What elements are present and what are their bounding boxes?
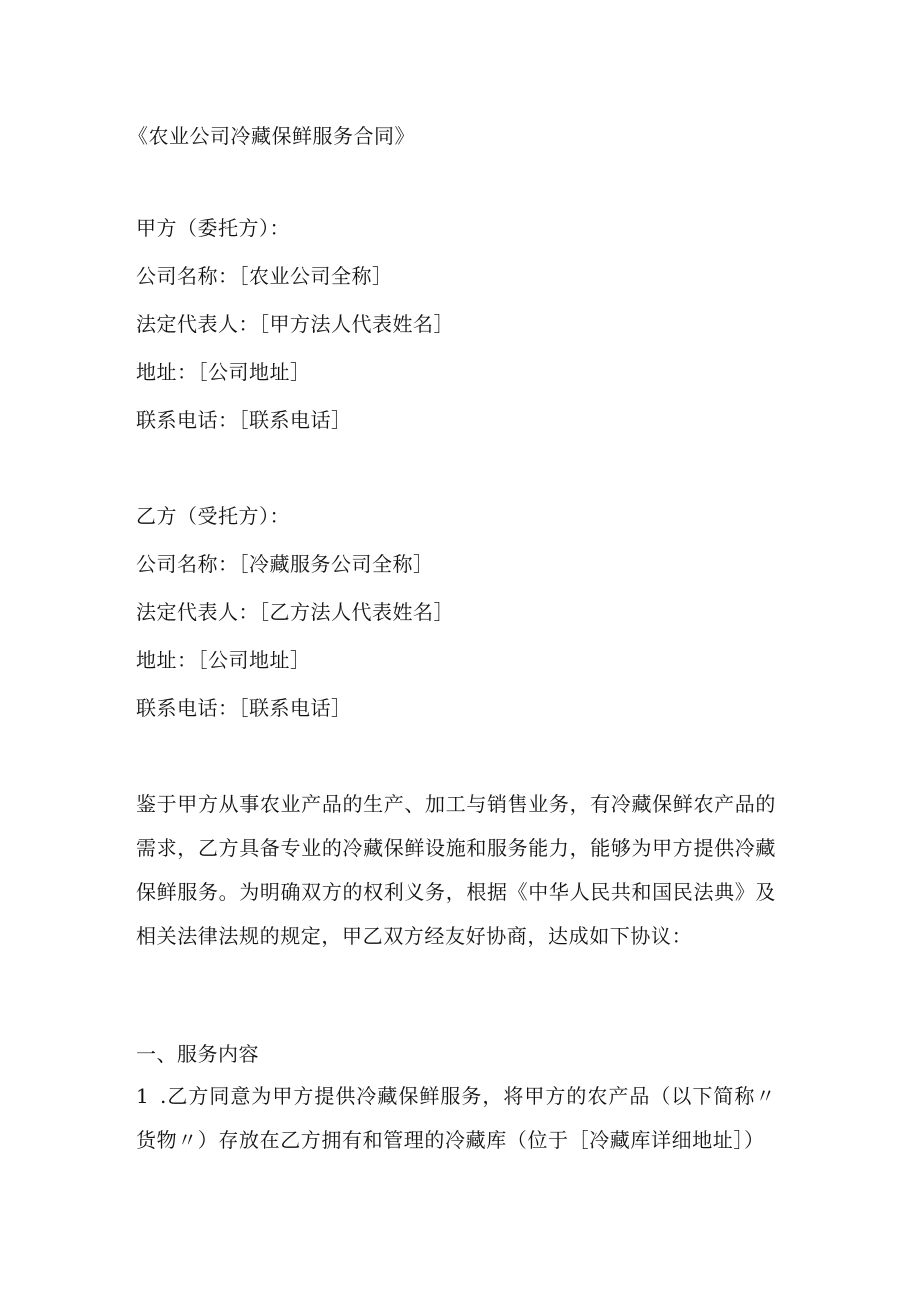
item-number: 1 (136, 1084, 150, 1108)
party-a-legal-rep: 法定代表人：［甲方法人代表姓名］ (136, 312, 454, 336)
party-b-heading: 乙方（受托方）： (136, 504, 290, 528)
party-b-company-name: 公司名称：［冷藏服务公司全称］ (136, 552, 434, 576)
preamble-paragraph: 鉴于甲方从事农业产品的生产、加工与销售业务，有冷藏保鲜农产品的需求，乙方具备专业的冷藏保鲜设施和服务能力，能够为甲方提供冷藏保鲜服务。为明确双方的权利义务，根据《中华人民共和国民法典》及相关法律法规的规定，甲乙双方经友好协商，达成如下协议： (136, 792, 776, 948)
party-a-address: 地址：［公司地址］ (136, 360, 311, 384)
party-b-phone: 联系电话：［联系电话］ (136, 696, 352, 720)
party-a-phone: 联系电话：［联系电话］ (136, 408, 352, 432)
section-1-item-1 (136, 1074, 776, 1162)
party-a-company-name: 公司名称：［农业公司全称］ (136, 264, 393, 288)
item-text: .乙方同意为甲方提供冷藏保鲜服务，将甲方的农产品（以下简称〃货物〃）存放在乙方拥有和管理的冷藏库（位于［冷藏库详细地址］） (136, 1084, 776, 1152)
party-b-address: 地址：［公司地址］ (136, 648, 311, 672)
party-a-heading: 甲方（委托方）： (136, 216, 290, 240)
document-title: 《农业公司冷藏保鲜服务合同》 (128, 124, 415, 148)
party-b-legal-rep: 法定代表人：［乙方法人代表姓名］ (136, 600, 454, 624)
section-1-heading: 一、服务内容 (136, 1042, 259, 1066)
